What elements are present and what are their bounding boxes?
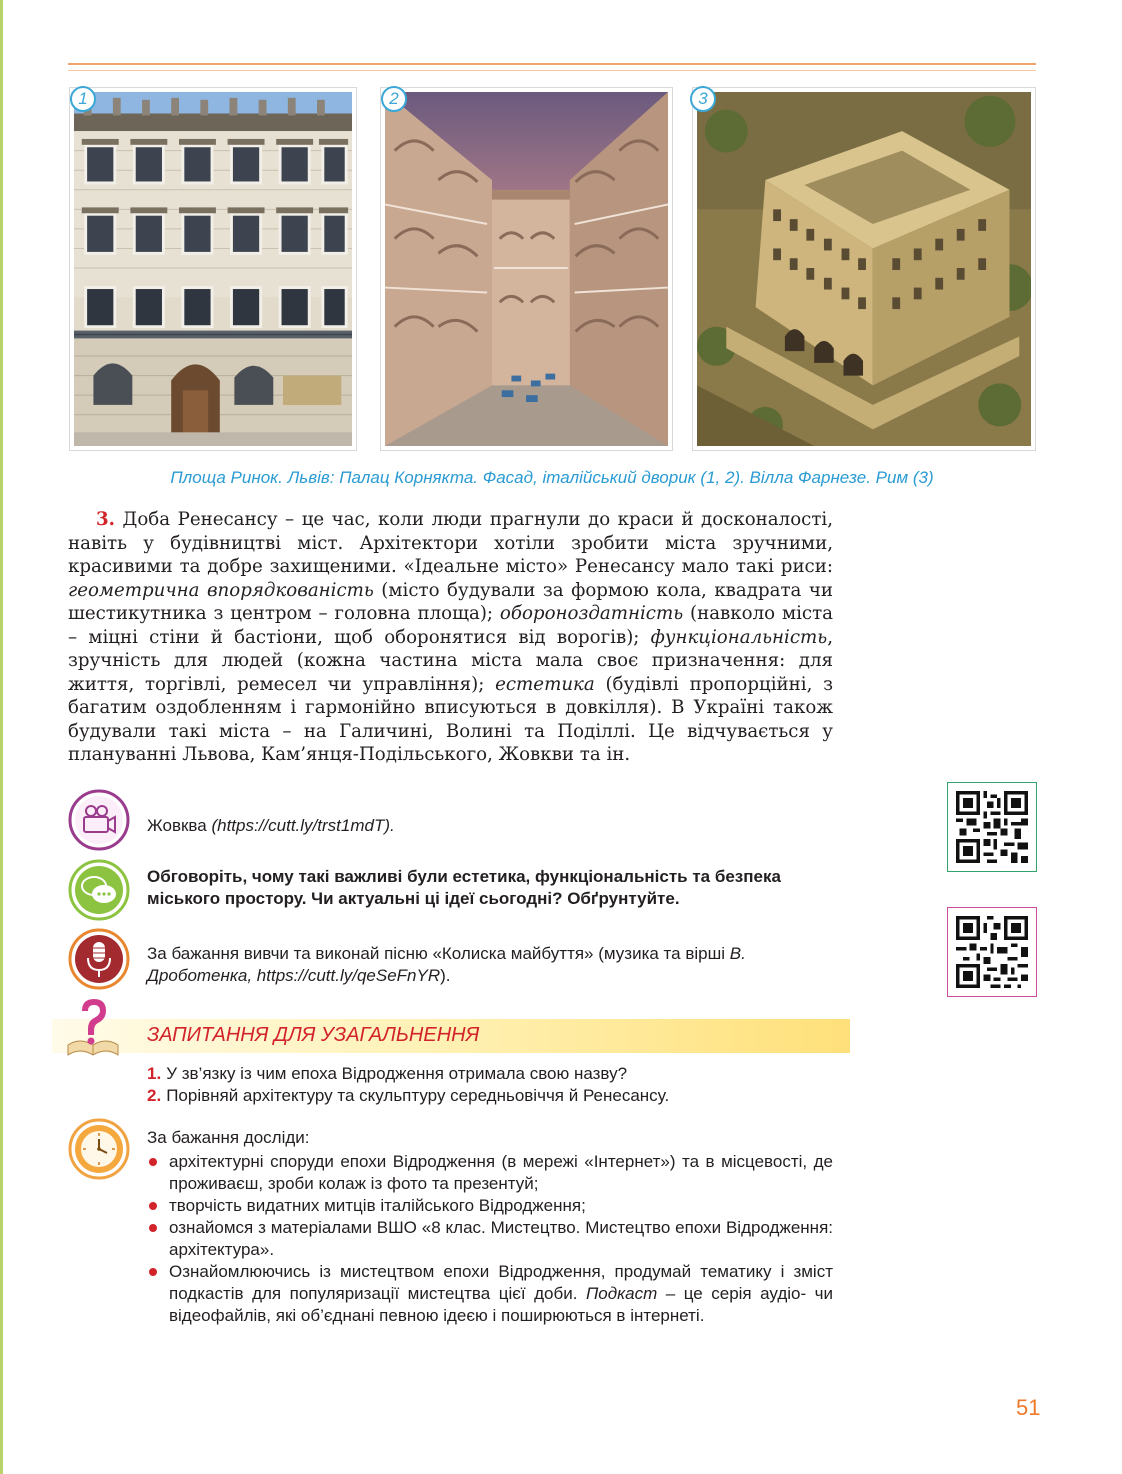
microphone-icon (68, 928, 130, 990)
video-camera-icon (68, 789, 130, 851)
discussion-prompt: Обговоріть, чому такі важливі були естетика, функціональність та безпека міського простору. Чи актуальні ці ідеї сьогодні? Обґрунтуйте. (147, 867, 781, 908)
palace-facade-image (74, 92, 352, 446)
photo-number-1: 1 (70, 86, 96, 112)
page-edge-stripe (0, 0, 3, 1474)
term-aesthetics: естетика (495, 673, 595, 695)
term-geometric-order: геометрична впорядкованість (68, 579, 374, 601)
photo-italian-courtyard (381, 88, 672, 450)
video-title: Жовква (147, 816, 212, 835)
question-text: У зв’язку із чим епоха Відродження отримала свою назву? (166, 1064, 628, 1083)
photo-number-3: 3 (690, 86, 716, 112)
list-item-text-end: – це серія аудіо- чи відеофайлів, які об’єднані певною ідеєю і поширюються в інтернеті. (169, 1284, 834, 1325)
questions-title: ЗАПИТАННЯ ДЛЯ УЗАГАЛЬНЕННЯ (147, 1024, 480, 1046)
question-item (147, 1085, 669, 1107)
video-link-row (147, 815, 837, 837)
research-title: За бажання досліди: (147, 1128, 310, 1147)
question-item (147, 1063, 669, 1085)
term-defensibility: обороноздатність (499, 603, 684, 624)
villa-farnese-image (697, 92, 1031, 446)
top-rule-thin (68, 70, 1036, 71)
photo-caption: Площа Ринок. Львів: Палац Корнякта. Фасад, італійський дворик (1, 2). Вілла Фарнезе. Рим (3) (170, 468, 934, 487)
paragraph-text-5: (будівлі пропорційні, з багатим оздобленням і гармонійно вписуються в довкілля). В Україні також будували такі міста – на Галичині, Волині та Поділлі. Це відчувається у плануванні Львова, Кам’янця-Подільського, Жовкви та ін. (68, 673, 834, 765)
clock-icon (68, 1118, 130, 1180)
list-item (147, 1151, 833, 1195)
qr-code-icon[interactable] (947, 782, 1037, 872)
question-text: Порівняй архітектуру та скульптуру середньовіччя й Ренесансу. (166, 1086, 670, 1105)
list-item (147, 1217, 833, 1261)
qr-code-icon[interactable] (947, 907, 1037, 997)
paragraph-text-1: Доба Ренесансу – це час, коли люди прагнули до краси й досконалості, навіть у будівництві міст. Архітектори хотіли зробити міста зручними, красивими та добре захищеними. «Ідеальне місто» Ренесансу мало такі риси: (68, 509, 833, 577)
paragraph-number: 3. (96, 509, 115, 530)
photo-villa-farnese (693, 88, 1035, 450)
research-list (147, 1151, 833, 1327)
list-item (147, 1261, 833, 1327)
song-link[interactable]: В. Дроботенка, https://cutt.ly/qeSeFnYR (147, 944, 746, 985)
question-number: 2. (147, 1086, 162, 1105)
top-rule (68, 63, 1036, 65)
list-item-text: творчість видатних митців італійського Відродження; (169, 1196, 586, 1215)
list-item-text: архітектурні споруди епохи Відродження (в мережі «Інтернет») та в місцевості, де проживаєш, зроби колаж із фото та презентуй; (169, 1152, 833, 1193)
chat-bubbles-icon (68, 859, 130, 921)
questions-list (147, 1063, 669, 1107)
bullet-dot (149, 1202, 157, 1210)
photo-palace-facade (70, 88, 356, 450)
song-task (147, 943, 833, 987)
song-text: За бажання вивчи та виконай пісню «Колиска майбуття» (музика та вірші (147, 944, 730, 963)
paragraph-text-2: (місто будували за формою кола, квадрата чи шестикутника з центром – головна площа); (68, 579, 833, 624)
page-number: 51 (1016, 1395, 1041, 1420)
list-item-text: ознайомся з матеріалами ВШО «8 клас. Мистецтво. Мистецтво епохи Відродження: архітектура». (169, 1218, 833, 1259)
bullet-dot (149, 1158, 157, 1166)
term-functionality: функціональність (650, 626, 828, 648)
question-mark-book-icon (62, 997, 124, 1059)
term-podcast: Подкаст (585, 1284, 658, 1303)
italian-courtyard-image (385, 92, 668, 446)
song-text-end: ). (440, 966, 451, 985)
list-item-text: Ознайомлюючись із мистецтвом епохи Відродження, продумай тематику і зміст подкастів для популяризації мистецтва цієї доби. (169, 1262, 833, 1303)
question-number: 1. (147, 1064, 162, 1083)
paragraph-text-3: (навколо міста – міцні стіни й бастіони, щоб оборонятися від ворогів); (68, 603, 833, 648)
bullet-dot (149, 1224, 157, 1232)
list-item (147, 1195, 833, 1217)
photo-number-2: 2 (381, 86, 407, 112)
video-link[interactable]: (https://cutt.ly/trst1mdT). (211, 816, 395, 835)
bullet-dot (149, 1268, 157, 1276)
main-paragraph (68, 508, 833, 767)
paragraph-text-4: , зручність для людей (кожна частина міста мала своє призначення: для життя, торгівлі, ремесел чи управління); (68, 626, 833, 695)
